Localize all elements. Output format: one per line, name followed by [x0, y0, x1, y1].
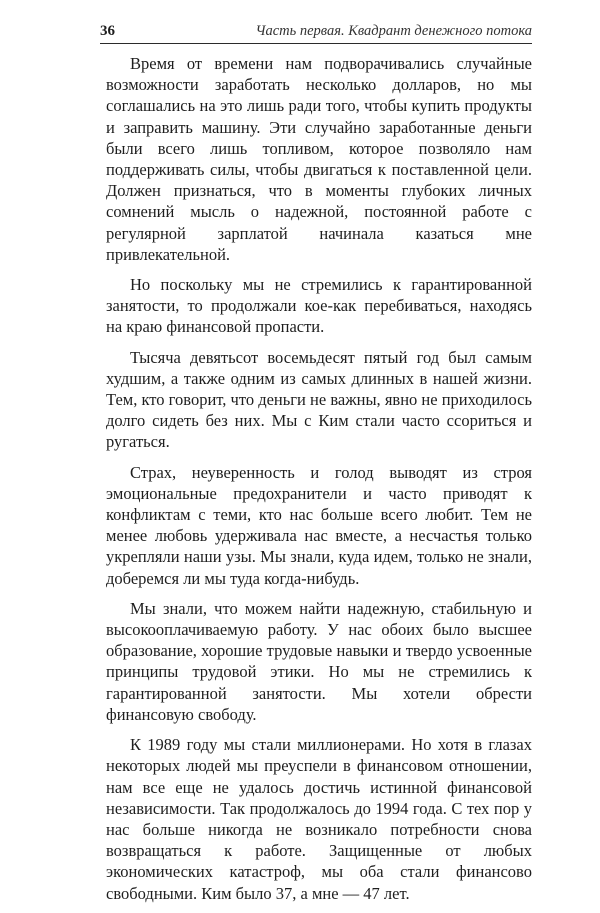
paragraph: Но поскольку мы не стремились к гарантированной занятости, то продолжали кое-как перебиваться, находясь на краю финансовой пропасти.: [106, 275, 532, 337]
page-header: [100, 21, 532, 44]
paragraph: Мы знали, что можем найти надежную, стабильную и высокооплачиваемую работу. У нас обоих было высшее образование, хорошие трудовые навыки и твердо усвоенные принципы трудовой этики. Но мы не стремились к гарантированной занятости. Мы хотели обрести финансовую свободу.: [106, 598, 532, 724]
page-number: 36: [100, 23, 115, 39]
paragraph: Страх, неуверенность и голод выводят из строя эмоциональные предохранители и часто приводят к конфликтам с теми, кто нас больше всего любит. Тем не менее любовь удерживала нас вместе, а несчастья только укрепляли наши узы. Мы знали, куда идем, только не знали, доберемся ли мы туда когда-нибудь.: [106, 462, 532, 588]
paragraph: Тысяча девятьсот восемьдесят пятый год был самым худшим, а также одним из самых длинных в нашей жизни. Тем, кто говорит, что деньги не важны, явно не приходилось долго сидеть без них. Мы с Ким стали часто ссориться и ругаться.: [106, 347, 532, 452]
running-head: Часть первая. Квадрант денежного потока: [255, 23, 532, 39]
paragraph: К 1989 году мы стали миллионерами. Но хотя в глазах некоторых людей мы преуспели в финансовом отношении, нам все еще не удалось достичь истинной финансовой независимости. Так продолжалось до 1994 года. С тех пор у нас больше никогда не возникало потребности снова возвращаться к работе. Защищенные от любых экономических катастроф, мы оба стали финансово свободными. Ким было 37, а мне — 47 лет.: [106, 735, 532, 903]
body-text: [106, 53, 532, 913]
paragraph: Время от времени нам подворачивались случайные возможности заработать несколько долларов, но мы соглашались на это лишь ради того, чтобы купить продукты и заправить машину. Эти случайно заработанные деньги были всего лишь топливом, которое позволяло нам поддерживать силы, чтобы двигаться к поставленной цели. Должен признаться, что в моменты глубоких личных сомнений мысль о надежной, постоянной работе с регулярной зарплатой начинала казаться мне привлекательной.: [106, 54, 532, 264]
